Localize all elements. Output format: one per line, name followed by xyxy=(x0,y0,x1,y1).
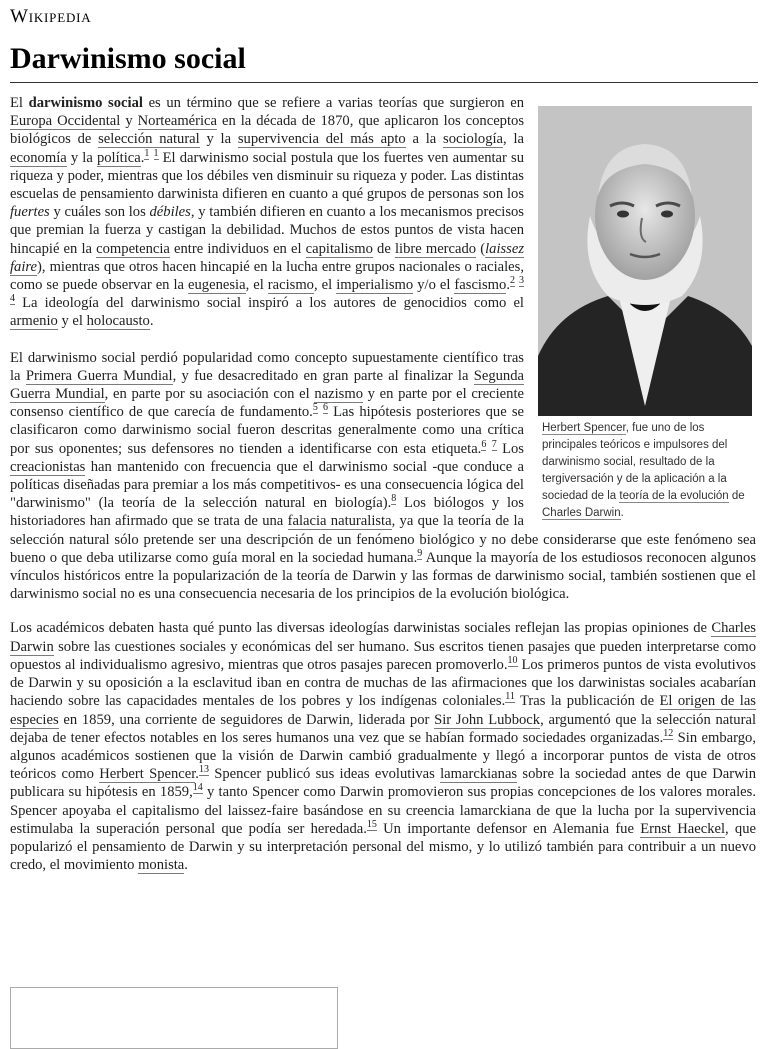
text-run: de xyxy=(372,240,395,257)
text-run: Tras la publicación de xyxy=(514,693,660,710)
reference-number[interactable]: 3 xyxy=(518,275,524,287)
reference-link[interactable] xyxy=(199,764,209,776)
text-run: y la xyxy=(199,131,238,148)
text-run: en la década de 1870, que aplicaron los conceptos biológicos de xyxy=(10,113,525,148)
infobox-image[interactable] xyxy=(538,106,752,416)
text-run: a la xyxy=(405,131,444,148)
text-run: y xyxy=(120,113,138,130)
text-run: , la xyxy=(503,131,524,148)
reference-link[interactable] xyxy=(663,728,673,740)
text-run: ( xyxy=(476,240,486,257)
paragraph xyxy=(10,619,756,874)
text-run: Los primeros puntos de vista evolutivos de Darwin y su oposición a la esclavitud iban en contra de muchas de las afirmaciones que los darwinistas sociales acabarían haciendo sobre las capacidades mentales de los pobres y los indígenas coloniales. xyxy=(10,656,756,710)
article-link[interactable]: Charles Darwin xyxy=(542,507,621,519)
reference-link[interactable] xyxy=(505,691,515,703)
article-link[interactable]: Sir John Lubbock xyxy=(434,711,541,728)
text-run: Los biólogos y los historiadores han afirmado que se trata de una xyxy=(10,495,524,530)
text-run: ), mientras que otros hacen hincapié en la lucha entre grupos nacionales o raciales, como se puede observar en la xyxy=(10,258,524,294)
text-run: sobre la sociedad antes de que Darwin publicara su hipótesis en 1859, xyxy=(10,766,756,801)
reference-number[interactable]: 14 xyxy=(192,782,203,794)
text-run: y la xyxy=(66,149,97,166)
text-run: , fue uno de los principales teóricos e impulsores del darwinismo social, resultado de la tergiversación y de la aplicación a la sociedad de la xyxy=(542,422,728,502)
text-run: Los académicos debaten hasta qué punto las diversas ideologías darwinistas sociales reflejan las propias opiniones de xyxy=(10,620,712,637)
article-link[interactable]: nazismo xyxy=(314,386,363,403)
text-run: , en parte por su asociación con el xyxy=(104,386,315,403)
article-link[interactable]: El origen de las especies xyxy=(10,693,756,728)
text-run: , y fue desacreditado en gran parte al finalizar la xyxy=(172,367,474,384)
article-link[interactable]: Herbert Spencer xyxy=(542,422,626,434)
text-run: El xyxy=(10,95,29,111)
reference-number[interactable]: 2 xyxy=(509,275,515,287)
article-link[interactable]: holocausto xyxy=(86,313,150,330)
text-run: . xyxy=(195,766,199,783)
text-run: . xyxy=(506,277,510,294)
article-link[interactable]: monista xyxy=(138,857,185,874)
article-link[interactable]: armenio xyxy=(10,313,58,330)
reference-link[interactable] xyxy=(193,782,203,794)
article-link[interactable]: falacia naturalista xyxy=(287,513,392,530)
reference-number[interactable]: 8 xyxy=(391,493,397,505)
text-run: . xyxy=(184,857,188,874)
text-run: sobre las cuestiones sociales y económicas del ser humano. Sus escritos tienen pasajes que pueden interpretarse como opuestos al individualismo agresivo, mientras que otros pasajes parecen promoverlo. xyxy=(10,638,756,673)
article-link[interactable]: Segunda Guerra Mundial xyxy=(10,367,524,403)
portrait-illustration xyxy=(538,106,752,416)
text-run: El darwinismo social perdió popularidad como concepto supuestamente científico tras la xyxy=(10,349,524,384)
reference-number[interactable]: 13 xyxy=(198,764,209,776)
text-run: . xyxy=(620,507,624,519)
article-link[interactable]: racismo xyxy=(267,277,314,294)
bottom-infobox-frame xyxy=(10,987,338,1049)
article-link[interactable]: eugenesia xyxy=(188,277,246,294)
reference-number[interactable]: 11 xyxy=(505,691,515,703)
text-run: , que popularizó el pensamiento de Darwin y su interpretación personal del mismo, y lo utilizó también para contribuir a un nuevo credo, el movimiento xyxy=(10,820,756,874)
text-run: de xyxy=(728,490,745,502)
text-run: . xyxy=(149,313,154,330)
article-link[interactable]: imperialismo xyxy=(336,277,414,294)
text-run: Sin embargo, algunos académicos sostienen que la visión de Darwin cambió gradualmente y llegó a incorporar puntos de vista de otros teóricos como xyxy=(10,729,756,783)
article-link[interactable]: Primera Guerra Mundial xyxy=(25,367,173,384)
text-run: La ideología del darwinismo social inspiró a los autores de genocidios como el xyxy=(15,295,524,312)
text-run: , el xyxy=(313,277,337,294)
text-run: , ya que la teoría de la selección natural sólo pretende ser una descripción de un fenómeno biológico y no debe considerarse que este fenómeno sea bueno o que deba utilizarse como guía moral en la sociedad humana. xyxy=(10,513,756,566)
article-link[interactable]: selección natural xyxy=(98,131,200,148)
article-link[interactable]: política xyxy=(96,149,141,166)
article-link[interactable]: Charles Darwin xyxy=(10,620,756,655)
text-run: Spencer publicó sus ideas evolutivas xyxy=(208,766,441,783)
reference-number[interactable]: 4 xyxy=(10,293,15,305)
article-link[interactable]: economía xyxy=(10,149,67,166)
reference-number[interactable]: 6 xyxy=(322,402,328,414)
bold-term: darwinismo social xyxy=(28,95,143,111)
text-run: fuertes xyxy=(10,204,50,221)
text-run: y/o el xyxy=(413,277,455,294)
text-run: , el xyxy=(245,277,268,294)
text-run: han mantenido con frecuencia que el darwinismo social -que conduce a políticas diseñadas para premiar a los más competitivos- es una consecuencia lógica del "darwinismo" (la teoría de la selección natural en biología). xyxy=(10,458,524,512)
reference-link[interactable] xyxy=(508,655,518,667)
article-body xyxy=(10,94,756,890)
article-link[interactable]: capitalismo xyxy=(305,240,373,257)
text-run: y el xyxy=(57,313,87,330)
reference-number[interactable]: 12 xyxy=(663,727,674,739)
article-link[interactable]: fascismo xyxy=(454,277,507,294)
article-link[interactable]: Norteamérica xyxy=(137,113,218,130)
text-run: . xyxy=(140,149,145,166)
article-link[interactable]: Europa Occidental xyxy=(10,113,121,130)
text-run: en 1859, una corriente de seguidores de Darwin, liderada por xyxy=(58,711,435,728)
reference-number[interactable]: 9 xyxy=(417,548,423,560)
site-wordmark[interactable]: Wikipedia xyxy=(10,6,92,27)
article-link[interactable]: teoría de la evolución xyxy=(619,490,729,502)
reference-number[interactable]: 6 xyxy=(481,438,487,450)
article-link[interactable]: laissez faire xyxy=(10,240,525,275)
page-title: Darwinismo social xyxy=(10,40,758,83)
reference-link[interactable] xyxy=(367,819,377,831)
text-run: débiles xyxy=(149,204,191,221)
article-link[interactable]: competencia xyxy=(96,240,170,257)
text-run: El darwinismo social postula que los fuertes ven aumentar su riqueza y poder, mientras que los débiles ven disminuir su riqueza y poder. Las distintas escuelas de pensamiento darwinista difieren en cuanto a qué grupos de personas son los xyxy=(10,149,524,203)
article-link[interactable]: libre mercado xyxy=(394,240,477,257)
text-run: , y también difieren en cuanto a los mecanismos precisos que premian la fuerza y castigan la debilidad. Muchos de estos puntos de vista hacen hincapié en la xyxy=(10,204,524,257)
article-link[interactable]: sociología xyxy=(443,131,504,148)
text-run: es un término que se refiere a varias teorías que surgieron en xyxy=(142,95,525,111)
reference-number[interactable]: 5 xyxy=(312,402,318,414)
text-run: Un importante defensor en Alemania fue xyxy=(376,820,641,837)
article-link[interactable]: supervivencia del más apto xyxy=(237,131,406,148)
text-run: , argumentó que la selección natural dejaba de tener efectos notables en los seres humanos una vez que se habían formado sociedades organizadas. xyxy=(10,711,756,746)
reference-number[interactable]: 1 xyxy=(144,147,150,159)
article-link[interactable]: lamarckianas xyxy=(440,766,518,783)
text-run: entre individuos en el xyxy=(169,240,306,257)
article-link[interactable]: Ernst Haeckel xyxy=(640,820,726,837)
reference-number[interactable]: 1 xyxy=(153,147,159,159)
article-link[interactable]: creacionistas xyxy=(10,458,86,475)
text-run: Los xyxy=(496,440,524,457)
text-run: y cuáles son los xyxy=(49,204,150,221)
text-run: y tanto Spencer como Darwin promovieron sus propias concepciones de los valores morales. Spencer apoyaba el capitalismo del laissez-faire basándose en su creencia lamarckiana de que la lucha por la supervivencia estimulaba la superación personal que podía ser heredada. xyxy=(10,784,756,837)
reference-number[interactable]: 7 xyxy=(491,438,497,450)
infobox xyxy=(538,106,756,522)
infobox-caption xyxy=(538,416,756,522)
article-link[interactable]: Herbert Spencer xyxy=(99,766,196,783)
text-run: Aunque la mayoría de los estudiosos reconocen algunos vínculos históricos entre la popularización de la teoría de Darwin y las formas de darwinismo social, también sostienen que el darwinismo social no es una consecuencia necesaria de los principios de la evolución biológica. xyxy=(10,549,757,603)
reference-link[interactable] xyxy=(519,275,524,287)
text-run: Las hipótesis posteriores que se clasificaron como darwinismo social fueron descritas generalmente como una crítica por sus oponentes; sus defensores no tienden a identificarse con esta etiqueta. xyxy=(10,404,524,457)
reference-number[interactable]: 10 xyxy=(507,655,518,667)
reference-number[interactable]: 15 xyxy=(366,818,377,830)
text-run: y en parte por el creciente consenso científico de que carecía de fundamento. xyxy=(10,386,524,421)
